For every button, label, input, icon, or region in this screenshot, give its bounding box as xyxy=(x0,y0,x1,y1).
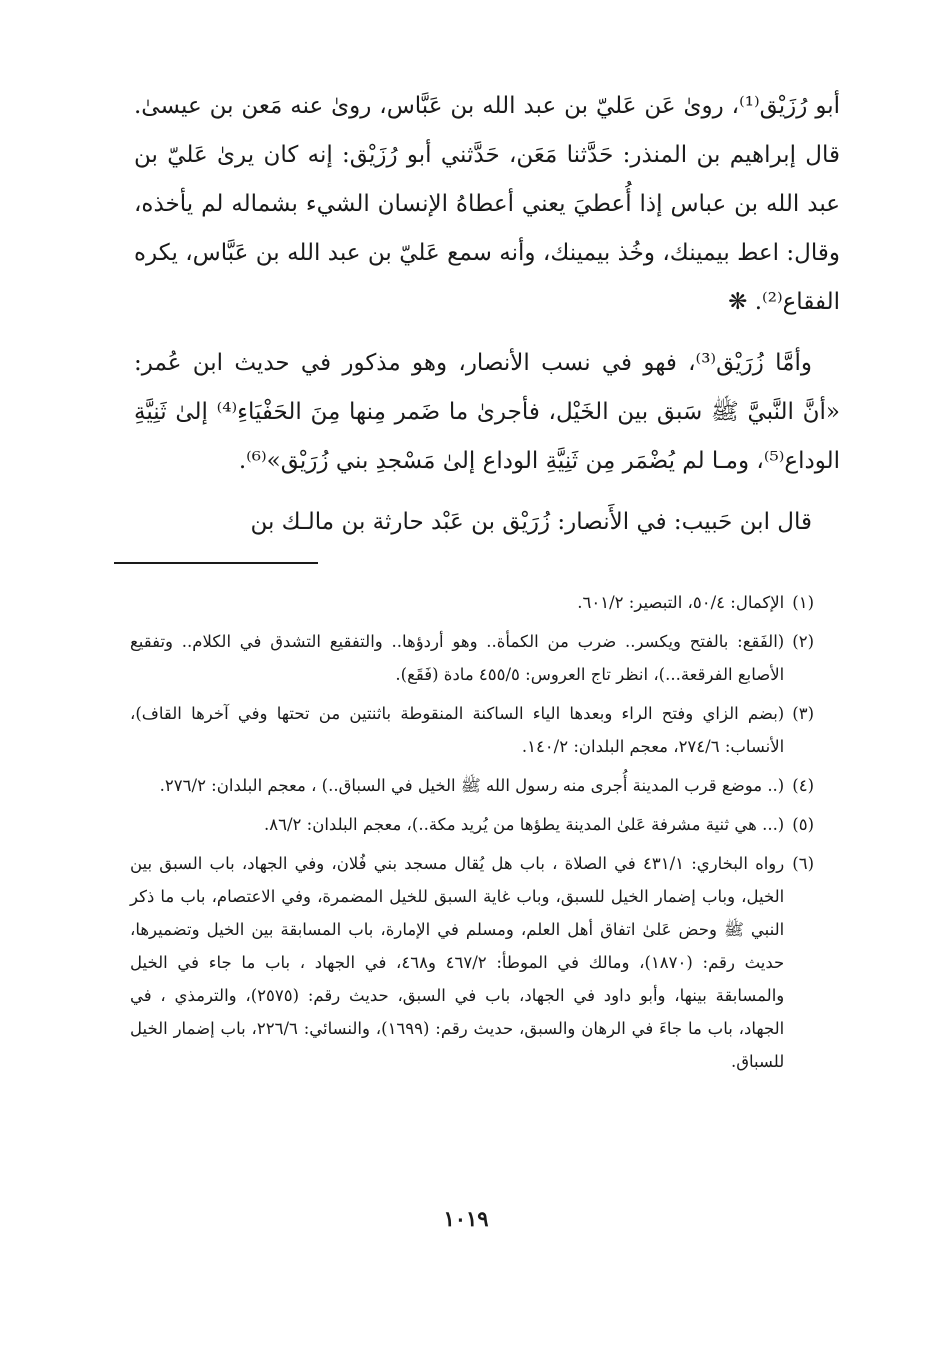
footnote-4 xyxy=(130,769,814,802)
main-text xyxy=(134,82,840,547)
footnote-2 xyxy=(130,625,814,691)
footnote-text: رواه البخاري: ٤٣١/١ في الصلاة ، باب هل يُقال مسجد بني فُلان، وفي الجهاد، باب السبق بين الخيل، وباب إضمار الخيل للسبق، وباب غاية السبق للخيل المضمرة، وفي الاعتصام، باب ما ذكر النبي ﷺ وحض عَلىٰ اتفاق أهل العلم، ومسلم في الإمارة، باب المسابقة بين الخيل وتضميرها، حديث رقم: (١٨٧٠)، ومالك في الموطأ: ٤٦٧/٢ و٤٦٨، في الجهاد ، باب ما جاء في الخيل والمسابقة بينها، وأبو داود في الجهاد، باب في السبق، حديث رقم: (٢٥٧٥)، والترمذي ، في الجهاد، باب ما جاءَ في الرهان والسبق، حديث رقم: (١٦٩٩)، والنسائي: ٢٢٦/٦، باب إضمار الخيل للسباق. xyxy=(130,854,785,1071)
footnote-text: الإكمال: ٥٠/٤، التبصير: ٦٠١/٢. xyxy=(577,593,785,612)
footnotes xyxy=(130,586,814,1084)
footnote-separator xyxy=(114,562,318,564)
footnote-text: (بضم الزاي وفتح الراء وبعدها الياء الساكنة المنقوطة باثنتين من تحتها وفي آخرها القاف)، الأنساب: ٢٧٤/٦، معجم البلدان: ١٤٠/٢. xyxy=(130,704,785,756)
footnote-number: (٣) xyxy=(792,704,814,723)
footnote-number: (٢) xyxy=(792,632,814,651)
footnote-number: (٥) xyxy=(792,815,814,834)
body-paragraph-3: قال ابن حَبيب: في الأَنصار: زُرَيْق بن عَبْد حارثة بن مالـك بن xyxy=(250,509,812,535)
footnote-number: (٤) xyxy=(792,776,814,795)
footnote-3 xyxy=(130,697,814,763)
page-number: ١٠١٩ xyxy=(443,1206,489,1231)
footnote-text: (... هي ثنية مشرفة عَلىٰ المدينة يطؤها من يُريد مكة..)، معجم البلدان: ٨٦/٢. xyxy=(264,815,785,834)
footnote-number: (٦) xyxy=(792,854,814,873)
footnote-text: (.. موضع قرب المدينة أُجرى منه رسول الله ﷺ الخيل في السباق..) ، معجم البلدان: ٢٧٦/٢. xyxy=(159,776,785,795)
footnote-6 xyxy=(130,847,814,1078)
body-paragraph-1: أبو رُزَيْق⁽¹⁾، روىٰ عَن عَليّ بن عبد الله بن عَبَّاس، روىٰ عنه مَعن بن عيسىٰ. قال إبراهيم بن المنذر: حَدَّثنا مَعَن، حَدَّثني أبو رُزَيْق: إنه كان يرىٰ عَليّ بن عبد الله بن عباس إذا أُعطيَ يعني أعطاهُ الإنسان الشيء بشماله لم يأخذه، وقال: اعط بيمينك، وخُذ بيمينك، وأنه سمع عَليّ بن عبد الله بن عَبَّاس، يكره الفقاع⁽²⁾. ❋ xyxy=(134,93,840,315)
footnote-number: (١) xyxy=(792,593,814,612)
footnote-1 xyxy=(130,586,814,619)
footnote-text: (الفَقع: بالفتح ويكسر.. ضرب من الكمأة.. وهو أردؤها.. والتفقيع التشدق في الكلام.. وتفقيع الأصابع الفرقعة...)، انظر تاج العروس: ٤٥٥/٥ مادة (فَقَع). xyxy=(130,632,785,684)
footnote-5 xyxy=(130,808,814,841)
body-paragraph-2: وأمَّا زُرَيْق⁽³⁾، فهو في نسب الأنصار، وهو مذكور في حديث ابن عُمر: «أنَّ النَّبيَّ ﷺ سَبق بين الخَيْل، فأجرىٰ ما ضَمر مِنها مِنَ الحَفْيَاءِ⁽⁴⁾ إلىٰ ثَنِيَّةِ الوداع⁽⁵⁾، ومـا لم يُضْمَر مِن ثَنِيَّةِ الوداع إلىٰ مَسْجدِ بني زُرَيْق»⁽⁶⁾. xyxy=(134,350,840,474)
